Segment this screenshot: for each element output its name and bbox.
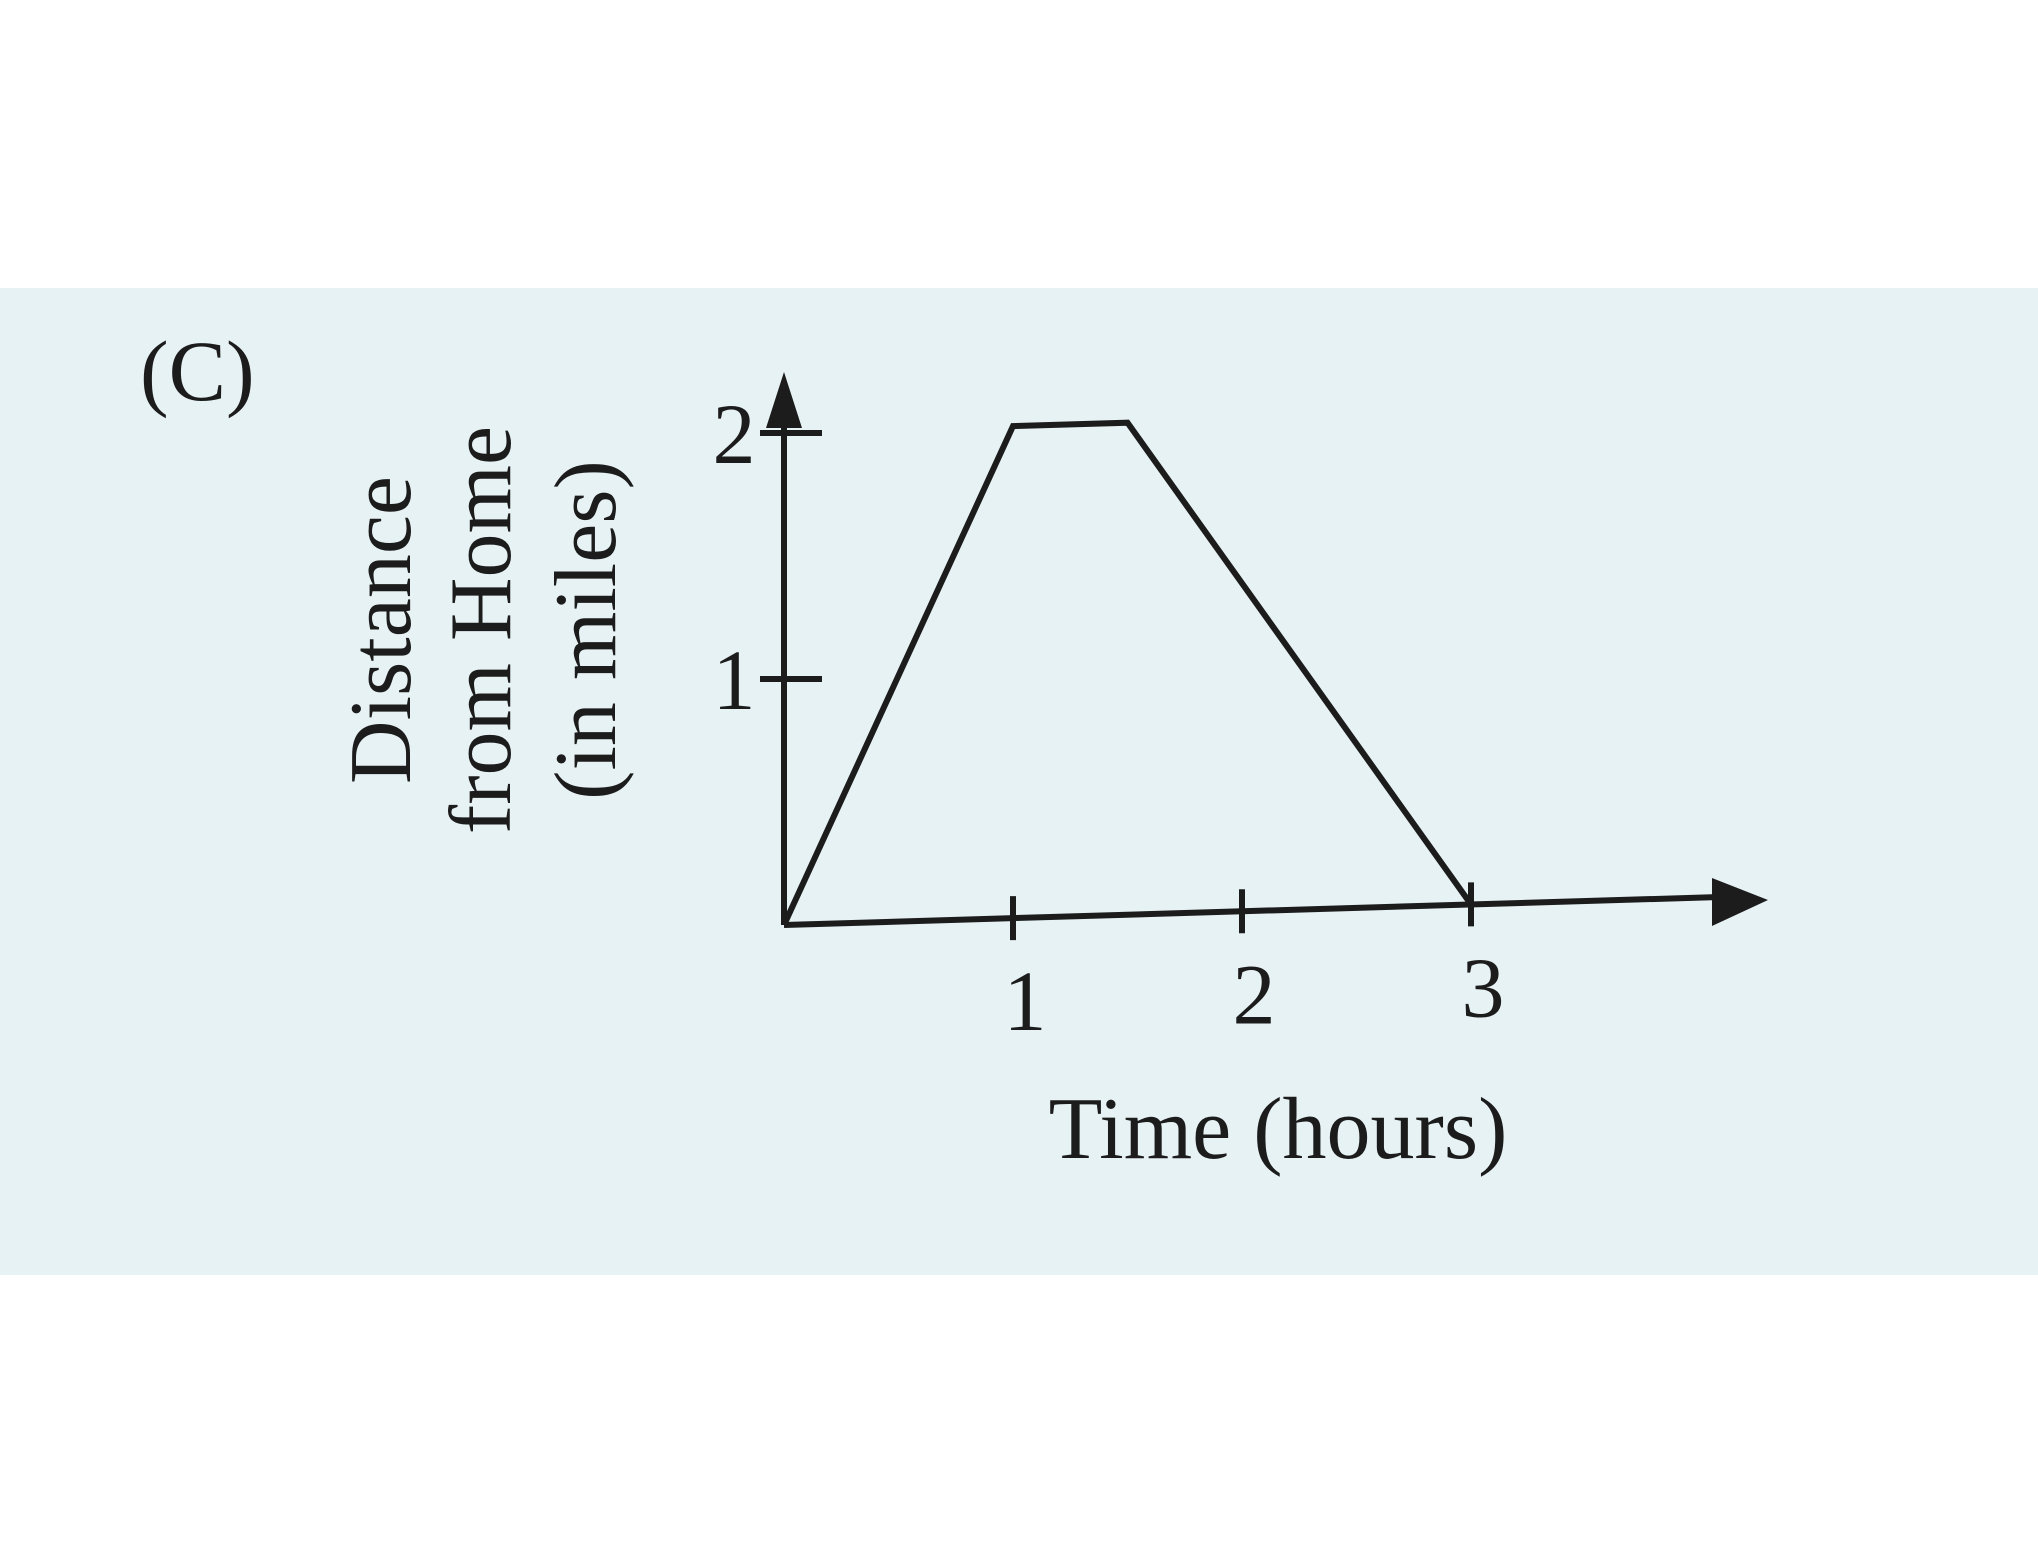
y-axis-label	[333, 426, 635, 834]
x-tick-label: 1	[1003, 953, 1047, 1050]
y-axis-label-line-3: (in miles)	[538, 460, 635, 800]
y-tick-label: 1	[712, 632, 756, 728]
y-axis-label-line-2: from Home	[433, 425, 530, 835]
series-line-distance	[784, 423, 1471, 925]
x-tick-label: 3	[1461, 939, 1505, 1036]
x-axis-arrowhead	[1712, 878, 1768, 926]
panel-label: (C)	[140, 323, 255, 419]
x-tick-label: 2	[1232, 946, 1276, 1043]
x-axis-label: Time (hours)	[1048, 1081, 1508, 1178]
y-tick-label: 2	[712, 386, 756, 482]
x-axis-line	[784, 897, 1720, 925]
y-axis-label-line-1: Distance	[333, 476, 430, 784]
y-axis-arrowhead	[766, 372, 802, 428]
